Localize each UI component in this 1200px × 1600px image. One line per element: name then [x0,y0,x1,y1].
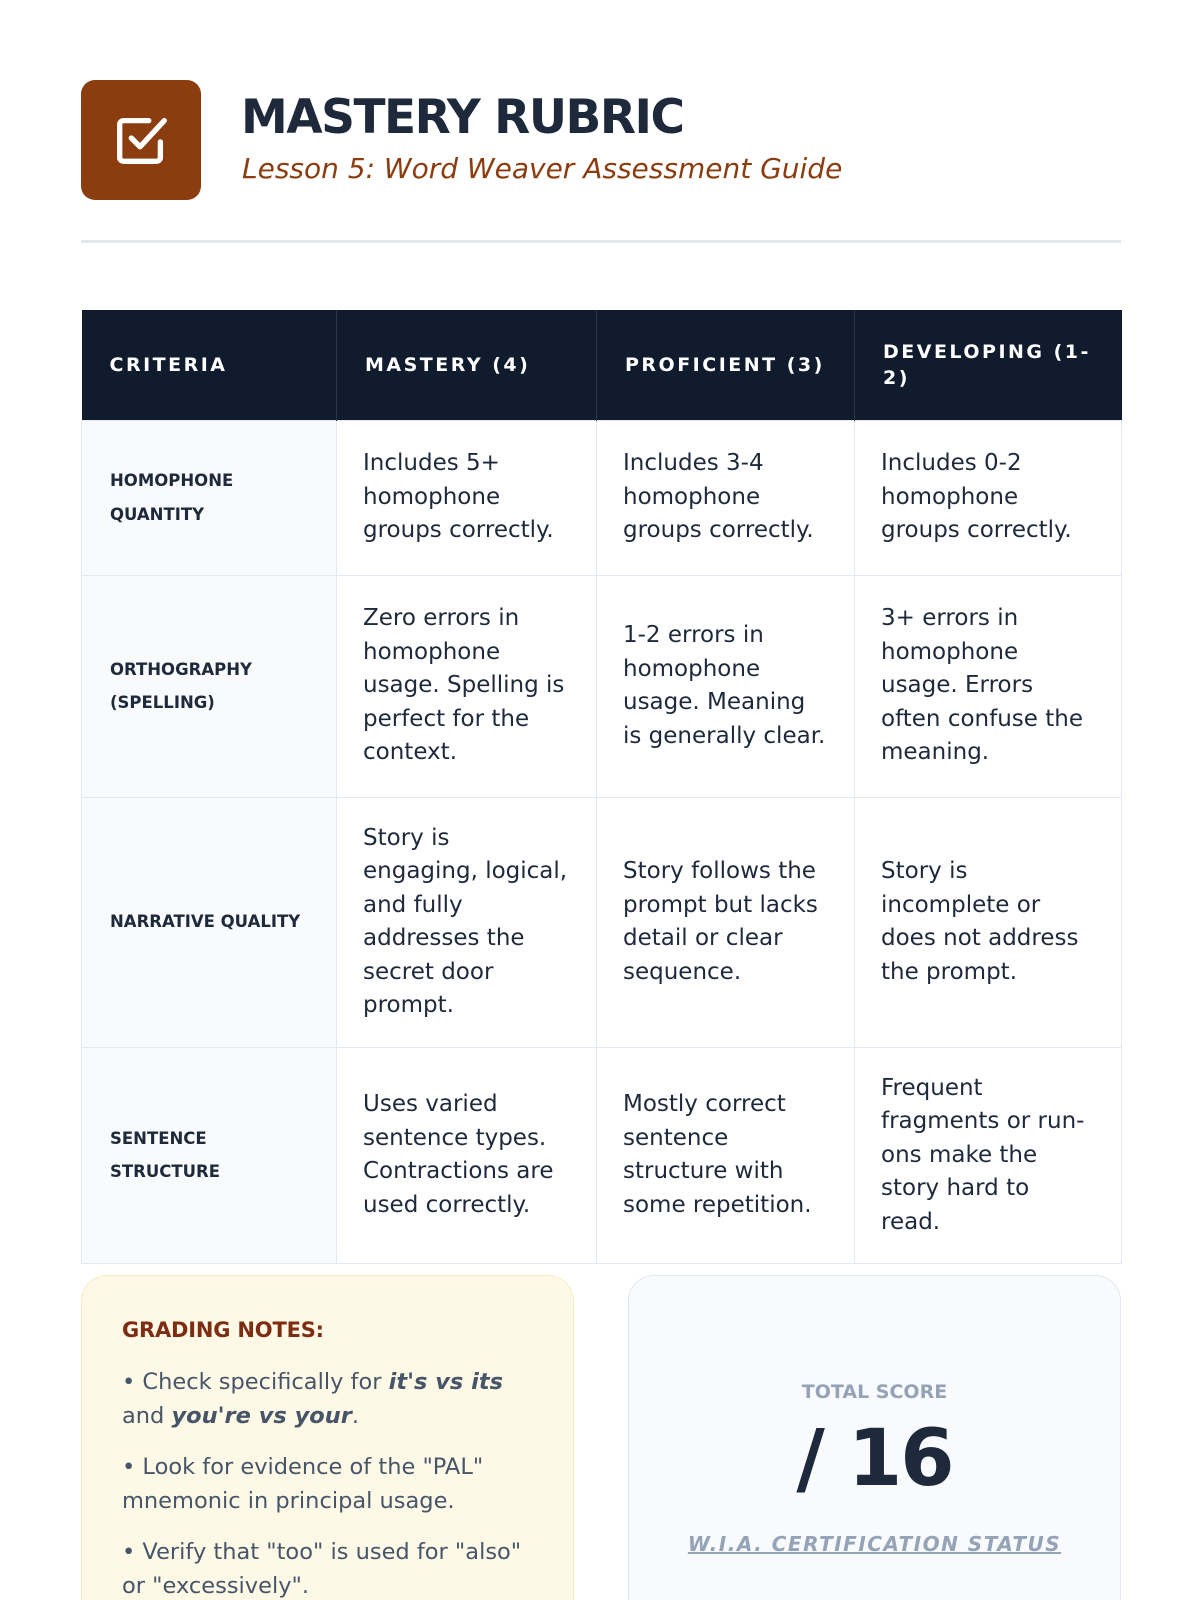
criteria-cell: HOMOPHONE QUANTITY [82,420,337,575]
mastery-cell: Includes 5+ homophone groups correctly. [337,420,597,575]
criteria-cell: ORTHOGRAPHY (SPELLING) [82,575,337,797]
header [81,80,1121,200]
checkbox-icon [110,109,172,171]
mastery-cell: Uses varied sentence types. Contractions are used correctly. [337,1047,597,1264]
page [81,0,1121,1600]
page-title: MASTERY RUBRIC [241,90,684,145]
grading-notes-card [81,1275,574,1600]
note-text: and [122,1402,172,1429]
note-emphasis: it's vs its [388,1369,503,1395]
table-row [82,797,1122,1047]
score-card [628,1275,1121,1600]
certification-status-link[interactable]: W.I.A. CERTIFICATION STATUS [687,1532,1062,1556]
developing-cell: 3+ errors in homophone usage. Errors often confuse the meaning. [855,575,1122,797]
total-score-label: TOTAL SCORE [801,1381,948,1403]
note-item [122,1366,533,1433]
table-row [82,420,1122,575]
column-header-proficient: PROFICIENT (3) [597,310,855,420]
mastery-cell: Zero errors in homophone usage. Spelling is perfect for the context. [337,575,597,797]
proficient-cell: 1-2 errors in homophone usage. Meaning is generally clear. [597,575,855,797]
note-text: • Check specifically for [122,1369,389,1395]
column-header-developing: DEVELOPING (1-2) [855,310,1122,420]
note-item: • Look for evidence of the "PAL" mnemonic in principal usage. [122,1454,484,1514]
criteria-cell: NARRATIVE QUALITY [82,797,337,1047]
logo [81,80,201,200]
developing-cell: Story is incomplete or does not address the prompt. [855,797,1122,1047]
developing-cell: Frequent fragments or run-ons make the story hard to read. [855,1047,1122,1264]
note-emphasis: you're vs your [171,1402,352,1429]
rubric-table [81,310,1122,1264]
criteria-cell: SENTENCE STRUCTURE [82,1047,337,1264]
note-text: . [351,1402,359,1429]
grading-notes-title: GRADING NOTES: [122,1318,324,1342]
page-subtitle: Lesson 5: Word Weaver Assessment Guide [242,152,843,185]
column-header-criteria: CRITERIA [82,310,337,420]
developing-cell: Includes 0-2 homophone groups correctly. [855,420,1122,575]
mastery-cell: Story is engaging, logical, and fully addresses the secret door prompt. [337,797,597,1047]
table-header-row [82,310,1122,420]
proficient-cell: Includes 3-4 homophone groups correctly. [597,420,855,575]
proficient-cell: Mostly correct sentence structure with some repetition. [597,1047,855,1264]
proficient-cell: Story follows the prompt but lacks detail or clear sequence. [597,797,855,1047]
header-divider [81,240,1121,243]
table-row [82,575,1122,797]
note-item: • Verify that "too" is used for "also" or "excessively". [122,1539,522,1599]
total-score-value: / 16 [796,1414,953,1504]
column-header-mastery: MASTERY (4) [337,310,597,420]
table-row [82,1047,1122,1264]
